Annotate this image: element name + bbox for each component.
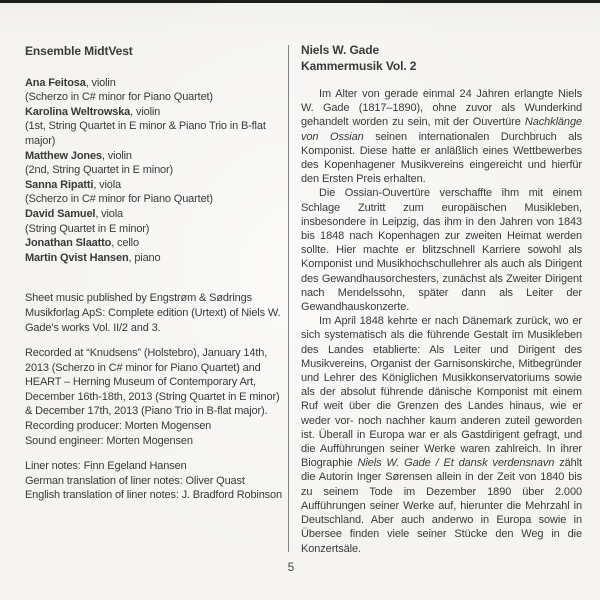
musician-name-line: Jonathan Slaatto, cello [25,237,139,250]
work-title: Kammermusik Vol. 2 [301,59,417,73]
musician-name: Martin Qvist Hansen [25,251,129,264]
scan-edge [0,0,600,3]
musician-name-line: Karolina Weltrowska, violin [25,105,161,118]
musician-name-line: Sanna Ripatti, viola [25,178,122,191]
liner-credit-line: English translation of liner notes: J. Bradford Robinson [25,489,282,502]
liner-credits [25,459,283,503]
musician-name: Jonathan Slaatto [25,237,112,250]
ensemble-heading: Ensemble MidtVest [25,44,133,58]
work-composer: Niels W. Gade [301,43,380,57]
musician-name-line: Martin Qvist Hansen, piano [25,251,161,264]
liner-notes-paragraph: Im Alter von gerade einmal 24 Jahren erlangte Niels W. Gade (1817–1890), ohne zuvor als Wunderkind gehandelt worden zu sein, mit der Ouvertüre Nachklänge von Ossian seinen internationalen Durchbruch als Komponist. Diese hatte er anläßlich eines Wettbewerbes des Kopenhagener Musikvereins eingereicht und hierfür den Ersten Preis erhalten. [301,88,582,186]
page-number: 5 [287,560,295,574]
musician-name-line: Matthew Jones, violin [25,149,132,162]
credits-column [25,44,283,514]
musician-name: Ana Feitosa [25,76,86,89]
recording-credits [25,419,283,448]
musician-name: Karolina Weltrowska [25,105,131,118]
musician-entry [25,76,283,105]
liner-notes-column [301,42,582,556]
musician-entry [25,251,283,266]
musician-entry [25,236,283,251]
liner-notes-paragraph: Die Ossian-Ouvertüre verschaffte ihm mit einem Schlage Zutritt zum europäischen Musikleben, insbesondere in Leipzig, das ihm in den Jahren von 1843 bis 1848 nach Kopenhagen zur zweiten Heimat werden sollte. Hier machte er blitzschnell Karriere sowohl als Komponist und Musikhochschullehrer als auch als Dirigent des Gewandhausorchesters, zunächst als Zweiter Dirigent nach Mendelssohn, später dann als Leiter der Gewandhauskonzerte. [301,187,582,314]
recording-note-text: Recorded at “Knudsens” (Holstebro), January 14th, 2013 (Scherzo in C# minor for Piano Quartet) and HEART – Herning Museum of Contemporary Art, December 16th-18th, 2013 (String Quartet in E minor) & December 17th, 2013 (Piano Trio in B-flat major). [25,347,280,418]
musician-work-note: (Scherzo in C# minor for Piano Quartet) [25,193,213,206]
musician-name-line: Ana Feitosa, violin [25,76,116,89]
liner-notes-paragraph: Im April 1848 kehrte er nach Dänemark zurück, wo er sich systematisch als die führende Gestalt im Musikleben des Landes etablierte: Als Leiter und Dirigent des Musikvereins, Organist der Garnisonskirche, Mitbegründer und Lehrer des Königlichen Musikkonservatoriums sowie als der absolut führende dänische Komponist mit einem Ruf weit über die Grenzen des Landes hinaus, wie er weder vor- noch nachher kaum anderen zuteil geworden ist. Überall in Europa war er als Gastdirigent gefragt, und die Aufführungen seiner Werke waren zahlreich. In ihrer Biographie Niels W. Gade / Et dansk verdensnavn zählt die Autorin Inger Sørensen allein in der Zeit von 1840 bis zu seinem Tode im Dezember 1890 über 2.000 Aufführungen seiner Werke auf, hierunter die Mehrzahl in Deutschland. Aber auch anderwo in Europa sowie in Übersee finden viele seiner Stücke den Weg in die Konzertsäle. [301,315,582,555]
musician-entry [25,105,283,149]
musician-name: David Samuel [25,207,96,220]
musician-entry [25,207,283,236]
musician-name: Sanna Ripatti [25,178,94,191]
liner-notes-paragraphs [301,87,582,556]
musician-work-note: (1st, String Quartet in E minor & Piano Trio in B-flat major) [25,120,266,147]
liner-credit-line: Liner notes: Finn Egeland Hansen [25,460,187,473]
musician-entry [25,149,283,178]
musician-list [25,76,283,266]
musician-name-line: David Samuel, viola [25,207,124,220]
publishing-note [25,291,283,335]
liner-notes-heading [301,42,582,74]
column-divider [288,45,289,552]
musician-entry [25,178,283,207]
recording-credit-line: Recording producer: Morten Mogensen [25,420,212,433]
publishing-note-text: Sheet music published by Engstrøm & Sødrings Musikforlag ApS: Complete edition (Urtext) of Niels W. Gade’s works Vol. II/2 and 3. [25,292,281,334]
musician-work-note: (2nd, String Quartet in E minor) [25,164,174,177]
musician-work-note: (Scherzo in C# minor for Piano Quartet) [25,91,213,104]
recording-note [25,346,283,448]
liner-credit-line: German translation of liner notes: Oliver Quast [25,474,245,487]
musician-name: Matthew Jones [25,149,102,162]
recording-credit-line: Sound engineer: Morten Mogensen [25,434,193,447]
musician-work-note: (String Quartet in E minor) [25,222,150,235]
